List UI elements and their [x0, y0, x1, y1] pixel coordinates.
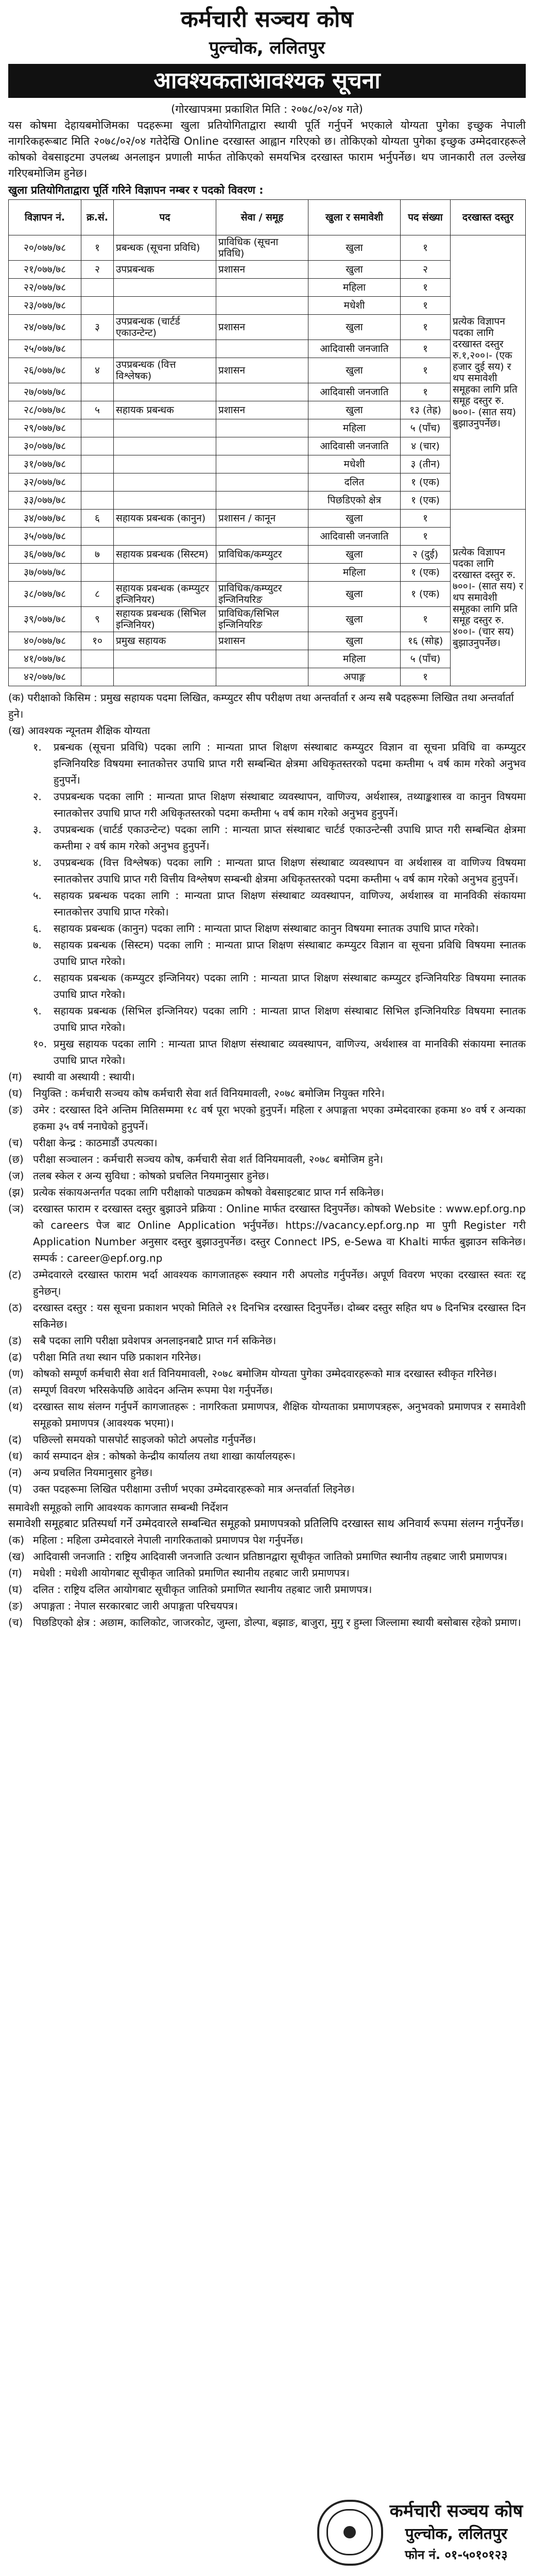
list-item-number: २. — [33, 790, 42, 803]
list-item — [8, 1481, 526, 1497]
list-item — [8, 1349, 526, 1365]
table-row — [9, 437, 526, 455]
list-item-number: (ध) — [8, 1450, 23, 1462]
table-cell — [216, 419, 308, 437]
organization-name: कर्मचारी सञ्चय कोष — [181, 6, 353, 32]
table-cell: १ — [401, 340, 451, 358]
table-cell: २५/०७७/७८ — [9, 340, 81, 358]
vacancy-table-title: खुला प्रतियोगिताद्वारा पूर्ति गरिने विज्ञापन नम्बर र पदको विवरण : — [8, 184, 264, 196]
table-cell — [216, 650, 308, 668]
table-cell — [81, 340, 114, 358]
list-item-text: परीक्षा सञ्चालन : कर्मचारी सञ्चय कोष, कर्मचारी सेवा शर्त विनियमावली, २०७८ बमोजिम हुने। — [33, 1153, 384, 1165]
table-cell: १ (एक) — [401, 492, 451, 510]
list-item-number: (च) — [8, 1616, 23, 1629]
table-cell: २६/०७७/७८ — [9, 358, 81, 383]
notice-banner: आवश्यकताआवश्यक सूचना — [8, 64, 526, 98]
table-cell: १ — [401, 528, 451, 546]
table-row — [9, 297, 526, 315]
table-cell: ४ — [81, 358, 114, 383]
table-cell — [216, 492, 308, 510]
table-cell: २३/०७७/७८ — [9, 297, 81, 315]
footer-phone: फोन नं. ०१-५०१०१२३ — [405, 2548, 508, 2562]
table-cell: आदिवासी जनजाति — [308, 528, 401, 546]
table-cell — [81, 437, 114, 455]
list-item — [8, 1598, 526, 1614]
footer-text-block — [387, 2499, 526, 2565]
table-cell: मधेशी — [308, 455, 401, 473]
table-cell — [114, 564, 216, 582]
table-cell: खुला — [308, 261, 401, 279]
table-cell: मधेशी — [308, 297, 401, 315]
list-item-text: प्रबन्धक (सूचना प्रविधि) पदका लागि : मान्यता प्राप्त शिक्षण संस्थाबाट कम्प्युटर विज्ञान वा सूचना प्रविधि वा कम्प्युटर इन्जिनियरिङ विषयमा स्नातकोत्तर उपाधि प्राप्त गरी सम्बन्धित क्षेत्रमा अधिकृतस्तरको पदमा कम्तीमा ५ वर्ष काम गरेको अनुभव हुनुपर्ने। — [54, 741, 526, 786]
notice-footer — [8, 2495, 526, 2572]
table-cell: सहायक प्रबन्धक — [114, 401, 216, 419]
table-cell: २९/०७७/७८ — [9, 419, 81, 437]
list-item — [8, 854, 526, 887]
table-row — [9, 564, 526, 582]
table-cell — [114, 455, 216, 473]
table-cell: १ — [401, 315, 451, 340]
table-cell: प्राविधिक/कम्प्युटर — [216, 546, 308, 564]
table-row — [9, 582, 526, 607]
fee-cell-a: प्रत्येक विज्ञापन पदका लागि दरखास्त दस्तुर रु.१,२००।- (एक हजार दुई सय) र थप समावेशी समूहका लागि प्रति समूह दस्तुर रु. ७००।- (सात सय) बुझाउनुपर्नेछ। — [451, 235, 526, 510]
table-row — [9, 528, 526, 546]
table-cell: खुला — [308, 315, 401, 340]
list-item-number: (झ) — [8, 1186, 24, 1198]
list-item-number: (च) — [8, 1137, 23, 1149]
list-item-text: परीक्षा केन्द्र : काठमाडौं उपत्यका। — [33, 1137, 158, 1149]
qualification-heading: (ख) आवश्यक न्यूनतम शैक्षिक योग्यता — [8, 724, 150, 737]
table-cell: ५ (पाँच) — [401, 419, 451, 437]
table-cell: अपाङ्ग — [308, 668, 401, 686]
table-cell: २७/०७७/७८ — [9, 383, 81, 401]
table-cell: सहायक प्रबन्धक (कानुन) — [114, 510, 216, 528]
list-item-number: (छ) — [8, 1153, 24, 1165]
list-item-text: सहायक प्रबन्धक (कम्प्युटर इन्जिनियर) पदका लागि : मान्यता प्राप्त शिक्षण संस्थाबाट कम्प्युटर इन्जिनियरिङ विषयमा स्नातक उपाधि प्राप्त गरेको। — [54, 972, 526, 1001]
notice-page — [8, 4, 526, 2572]
list-item — [8, 1565, 526, 1581]
list-item — [8, 1332, 526, 1349]
list-item-number: ३. — [33, 823, 42, 836]
table-cell: प्रशासन — [216, 315, 308, 340]
table-cell: २१/०७७/७८ — [9, 261, 81, 279]
table-cell — [216, 564, 308, 582]
list-item-text: प्रत्येक संकायअन्तर्गत पदका लागि परीक्षाको पाठ्यक्रम कोषको वेबसाइटबाट प्राप्त गर्न सकिनेछ। — [33, 1186, 384, 1198]
list-item-number: (घ) — [8, 1583, 23, 1596]
table-row — [9, 546, 526, 564]
list-item-text: आदिवासी जनजाति : राष्ट्रिय आदिवासी जनजाति उत्थान प्रतिष्ठानद्वारा सूचीकृत जातिको प्रमाणित स्थानीय तहबाट जारी प्रमाणपत्र। — [33, 1550, 507, 1563]
table-cell: खुला — [308, 510, 401, 528]
table-cell: पिछडिएको क्षेत्र — [308, 492, 401, 510]
fee-cell-b: प्रत्येक विज्ञापन पदका लागि दरखास्त दस्तुर रु. ७००।- (सात सय) र थप समावेशी समूहका लागि प्रति समूह दस्तुर रु. ४००।- (चार सय) बुझाउनुपर्नेछ। — [451, 510, 526, 686]
table-cell — [81, 473, 114, 492]
list-item-text: उपप्रबन्धक (वित्त विश्लेषक) पदका लागि : मान्यता प्राप्त शिक्षण संस्थाबाट व्यवस्थापन वा अर्थशास्त्र वा वाणिज्य विषयमा स्नातकोत्तर उपाधि प्राप्त गरी वित्तीय विश्लेषण सम्बन्धी क्षेत्रमा अधिकृतस्तरको पदमा कम्तीमा ५ वर्ष काम गरेको अनुभव हुनुपर्ने। — [54, 856, 526, 885]
table-cell: सहायक प्रबन्धक (कम्प्युटर इन्जिनियर) — [114, 582, 216, 607]
table-cell — [114, 473, 216, 492]
table-cell: ३५/०७७/७८ — [9, 528, 81, 546]
list-item-number: (प) — [8, 1483, 22, 1495]
col-header-sn: क्र.सं. — [81, 200, 114, 235]
table-cell: १ (एक) — [401, 564, 451, 582]
list-item-text: दरखास्त साथ संलग्न गर्नुपर्ने कागजातहरू : नागरिकता प्रमाणपत्र, शैक्षिक योग्यताका प्रमाणपत्रहरू, अनुभवको प्रमाणपत्र र समावेशी समूहको प्रमाणपत्र (आवश्यक भएमा)। — [33, 1400, 526, 1429]
vacancy-table — [8, 199, 526, 686]
table-row — [9, 419, 526, 437]
list-item-text: उपप्रबन्धक पदका लागि : मान्यता प्राप्त शिक्षण संस्थाबाट व्यवस्थापन, वाणिज्य, अर्थशास्त्र, तथ्याङ्कशास्त्र वा कानुन विषयमा स्नातकोत्तर उपाधि प्राप्त गरी अधिकृतस्तरको पदमा कम्तीमा ५ वर्ष काम गरेको अनुभव हुनुपर्ने। — [54, 790, 526, 819]
table-cell: उपप्रबन्धक (चार्टर्ड एकाउन्टेन्ट) — [114, 315, 216, 340]
list-item-text: सहायक प्रबन्धक पदका लागि : मान्यता प्राप्त शिक्षण संस्थाबाट व्यवस्थापन, वाणिज्य, अर्थशास्त्र वा मानविकी संकायमा स्नातकोत्तर उपाधि प्राप्त गरेको। — [54, 889, 526, 918]
table-cell: ३ (तीन) — [401, 455, 451, 473]
table-cell: १ — [401, 297, 451, 315]
table-cell: १ — [401, 607, 451, 632]
table-cell: ३२/०७७/७८ — [9, 473, 81, 492]
list-item — [8, 1299, 526, 1332]
table-cell: प्रशासन — [216, 632, 308, 650]
list-item-text: दरखास्त दस्तुर : यस सूचना प्रकाशन भएको मितिले २१ दिनभित्र दरखास्त दिनुपर्नेछ। दोब्बर दस्तुर सहित थप ७ दिनभित्र दरखास्त दिन सकिनेछ। — [33, 1301, 526, 1330]
table-cell: महिला — [308, 564, 401, 582]
list-item-text: प्रमुख सहायक पदका लागि : मान्यता प्राप्त शिक्षण संस्थाबाट व्यवस्थापन, वाणिज्य, अर्थशास्त्र वा मानविकी संकायमा स्नातक उपाधि प्राप्त गरेको। — [54, 1038, 526, 1066]
list-item-number: (ख) — [8, 1550, 25, 1563]
table-cell — [216, 668, 308, 686]
table-cell: १० — [81, 632, 114, 650]
table-cell — [81, 279, 114, 297]
table-cell — [114, 528, 216, 546]
list-item-text: सहायक प्रबन्धक (कानुन) पदका लागि : मान्यता प्राप्त शिक्षण संस्थाबाट कानुन विषयमा स्नातक उपाधि प्राप्त गरेको। — [54, 922, 479, 935]
list-item — [8, 1382, 526, 1398]
table-cell — [216, 437, 308, 455]
table-row — [9, 455, 526, 473]
table-cell: प्राविधिक/सिभिल इन्जिनियरिङ — [216, 607, 308, 632]
table-cell — [114, 437, 216, 455]
table-cell: ५ (पाँच) — [401, 650, 451, 668]
list-item-text: पछिल्लो समयको पासपोर्ट साइजको फोटो अपलोड गर्नुपर्नेछ। — [33, 1433, 256, 1446]
table-cell — [114, 650, 216, 668]
table-cell: सहायक प्रबन्धक (सिस्टम) — [114, 546, 216, 564]
table-cell: ५ — [81, 401, 114, 419]
inclusion-heading: समावेशी समूहको लागि आवश्यक कागजात सम्बन्धी निर्देशन — [8, 1501, 228, 1514]
list-item — [8, 821, 526, 854]
table-cell: ४१/०७७/७८ — [9, 650, 81, 668]
list-item — [8, 1184, 526, 1200]
list-item — [8, 1431, 526, 1448]
table-cell — [114, 492, 216, 510]
table-cell: ३४/०७७/७८ — [9, 510, 81, 528]
table-cell — [216, 528, 308, 546]
list-item — [8, 788, 526, 821]
col-header-fee: दरखास्त दस्तुर — [451, 200, 526, 235]
list-item — [8, 1036, 526, 1069]
table-cell: १ — [401, 358, 451, 383]
list-item-text: उक्त पदहरूमा लिखित परीक्षामा उत्तीर्ण भएका उम्मेदवारहरूको मात्र अन्तर्वार्ता लिइनेछ। — [33, 1483, 355, 1495]
table-cell: ३ — [81, 315, 114, 340]
table-cell — [81, 455, 114, 473]
list-item-number: (ण) — [8, 1367, 24, 1380]
list-item-text: दरखास्त फाराम र दरखास्त दस्तुर बुझाउने प्रक्रिया : Online मार्फत दरखास्त दिनुपर्नेछ। कोषको Website : www.epf.org.np को careers पेज बाट Online Application भर्नुपर्नेछ। https://vacancy.epf.org.np मा पुगी Register गरी Application Number अनुसार दस्तुर बुझाउनुपर्नेछ। दस्तुर Connect IPS, e-Sewa वा Khalti मार्फत बुझाउन सकिनेछ। सम्पर्क : career@epf.org.np — [33, 1202, 526, 1264]
list-item — [8, 1151, 526, 1167]
table-cell: खुला — [308, 358, 401, 383]
table-cell: ३०/०७७/७८ — [9, 437, 81, 455]
table-cell: ७ — [81, 546, 114, 564]
table-cell: प्राविधिक/कम्प्युटर इन्जिनियरिङ — [216, 582, 308, 607]
table-cell: प्रबन्धक (सूचना प्रविधि) — [114, 235, 216, 261]
table-cell: प्रशासन / कानून — [216, 510, 308, 528]
list-item-number: (थ) — [8, 1400, 23, 1413]
table-cell: १ — [401, 235, 451, 261]
inclusion-list — [8, 1532, 526, 1631]
table-cell: उपप्रबन्धक (वित्त विश्लेषक) — [114, 358, 216, 383]
table-cell — [81, 297, 114, 315]
col-header-group: खुला र समावेशी — [308, 200, 401, 235]
list-item — [8, 1101, 526, 1134]
list-item-number: (ङ) — [8, 1600, 23, 1612]
table-row — [9, 607, 526, 632]
table-cell: खुला — [308, 607, 401, 632]
table-cell: १ (एक) — [401, 473, 451, 492]
table-cell: १३ (तेह्र) — [401, 401, 451, 419]
table-cell: ३३/०७७/७८ — [9, 492, 81, 510]
table-cell — [81, 650, 114, 668]
table-cell — [81, 668, 114, 686]
list-item — [8, 1134, 526, 1151]
table-row — [9, 510, 526, 528]
table-cell: प्रशासन — [216, 261, 308, 279]
table-cell: १ (एक) — [401, 582, 451, 607]
table-cell — [114, 297, 216, 315]
table-cell: आदिवासी जनजाति — [308, 383, 401, 401]
table-cell: दलित — [308, 473, 401, 492]
table-row — [9, 632, 526, 650]
list-item — [8, 1003, 526, 1036]
list-item-number: (न) — [8, 1466, 22, 1479]
list-item — [8, 1532, 526, 1548]
publication-date: (गोरखापत्रमा प्रकाशित मिति : २०७८/०२/०४ गते) — [171, 103, 363, 115]
list-item-number: (क) — [8, 1534, 24, 1546]
table-cell — [81, 528, 114, 546]
table-cell: ३६/०७७/७८ — [9, 546, 81, 564]
list-item-number: (ज) — [8, 1170, 24, 1182]
list-item-number: (द) — [8, 1433, 22, 1446]
list-item-text: कोषको सम्पूर्ण कर्मचारी सेवा शर्त विनियमावली, २०७८ बमोजिम योग्यता पुगेका उम्मेदवारहरूको मात्र दरखास्त स्वीकृत गरिनेछ। — [33, 1367, 497, 1380]
list-item-number: (ट) — [8, 1268, 22, 1281]
list-item — [8, 1448, 526, 1464]
table-cell: २ — [81, 261, 114, 279]
table-cell — [114, 383, 216, 401]
list-item-text: अपाङ्गता : नेपाल सरकारबाट जारी अपाङ्गता परिचयपत्र। — [33, 1600, 238, 1612]
table-cell — [216, 473, 308, 492]
table-cell — [216, 383, 308, 401]
list-item-text: महिला : महिला उम्मेदवारले नेपाली नागरिकताको प्रमाणपत्र पेश गर्नुपर्नेछ। — [33, 1534, 303, 1546]
table-cell: आदिवासी जनजाति — [308, 340, 401, 358]
table-cell: २२/०७७/७८ — [9, 279, 81, 297]
list-item-number: १. — [33, 741, 42, 753]
table-cell: महिला — [308, 419, 401, 437]
list-item-number: ५. — [33, 889, 42, 902]
list-item-text: सहायक प्रबन्धक (सिस्टम) पदका लागि : मान्यता प्राप्त शिक्षण संस्थाबाट कम्प्युटर विज्ञान वा सूचना प्रविधि विषयमा स्नातक उपाधि प्राप्त गरेको। — [54, 939, 526, 968]
table-cell: ८ — [81, 582, 114, 607]
table-cell — [114, 419, 216, 437]
table-cell — [216, 279, 308, 297]
organization-address: पुल्चोक, ललितपुर — [209, 38, 325, 58]
list-item — [8, 1398, 526, 1431]
list-item — [8, 1200, 526, 1266]
intro-paragraph: यस कोषमा देहायबमोजिमका पदहरूमा खुला प्रतियोगिताद्वारा स्थायी पूर्ति गर्नुपर्ने भएकाले योग्यता पुगेका इच्छुक नेपाली नागरिकहरूबाट मिति २०७८/०२/०४ गतेदेखि Online दरखास्त आह्वान गरिएको छ। तोकिएको योग्यता पुगेका इच्छुक उम्मेदवारहरूले कोषको वेबसाइटमा उपलब्ध अनलाइन प्रणाली मार्फत तोकिएको समयभित्र दरखास्त फाराम भर्नुपर्नेछ। थप जानकारी तल उल्लेख गरिएबमोजिम हुनेछ। — [8, 119, 526, 179]
list-item-text: उमेर : दरखास्त दिने अन्तिम मितिसम्ममा १८ वर्ष पूरा भएको हुनुपर्ने। महिला र अपाङ्गता भएका उम्मेदवारका हकमा ४० वर्ष र अन्यका हकमा ३५ वर्ष ननाघेको हुनुपर्ने। — [33, 1104, 526, 1132]
table-row — [9, 668, 526, 686]
table-cell — [81, 383, 114, 401]
qualification-list — [8, 739, 526, 1069]
table-cell: प्रमुख सहायक — [114, 632, 216, 650]
table-cell — [216, 297, 308, 315]
list-item — [8, 1266, 526, 1299]
list-item-number: ९. — [33, 1005, 42, 1017]
table-cell: २ (दुई) — [401, 546, 451, 564]
list-item-number: ८. — [33, 972, 42, 984]
table-cell: प्राविधिक (सूचना प्रविधि) — [216, 235, 308, 261]
table-cell: ४२/०७७/७८ — [9, 668, 81, 686]
table-cell: १ — [401, 279, 451, 297]
table-cell: २८/०७७/७८ — [9, 401, 81, 419]
table-cell: ३८/०७७/७८ — [9, 582, 81, 607]
list-item — [8, 739, 526, 788]
table-row — [9, 401, 526, 419]
list-item-text: मधेशी : मधेशी आयोगबाट सूचीकृत जातिको प्रमाणित स्थानीय तहबाट जारी प्रमाणपत्र। — [33, 1567, 350, 1579]
list-item-text: नियुक्ति : कर्मचारी सञ्चय कोष कर्मचारी सेवा शर्त विनियमावली, २०७८ बमोजिम नियुक्त गरिने। — [33, 1087, 385, 1099]
list-item-text: पिछडिएको क्षेत्र : अछाम, कालिकोट, जाजरकोट, जुम्ला, डोल्पा, बझाङ, बाजुरा, मुगु र हुम्ला जिल्लामा स्थायी बसोबास रहेको प्रमाण। — [33, 1616, 521, 1629]
table-cell: खुला — [308, 632, 401, 650]
list-item — [8, 920, 526, 937]
list-item-text: तलब स्केल र अन्य सुविधा : कोषको प्रचलित नियमानुसार हुनेछ। — [33, 1170, 269, 1182]
table-row — [9, 315, 526, 340]
list-item-number: (ड) — [8, 1334, 22, 1347]
list-item-text: उम्मेदवारले दरखास्त फाराम भर्दा आवश्यक कागजातहरू स्क्यान गरी अपलोड गर्नुपर्नेछ। अपूर्ण विवरण भएका दरखास्त स्वतः रद्द हुनेछन्। — [33, 1268, 526, 1297]
list-item-number: १०. — [33, 1038, 47, 1050]
table-cell — [114, 340, 216, 358]
list-item — [8, 1365, 526, 1382]
list-item — [8, 1464, 526, 1481]
list-item-number: (ग) — [8, 1567, 22, 1579]
list-item-number: (ङ) — [8, 1104, 23, 1116]
table-cell: उपप्रबन्धक — [114, 261, 216, 279]
inclusion-intro: समावेशी समूहबाट प्रतिस्पर्धा गर्ने उम्मेदवारले सम्बन्धित समूहको प्रमाणपत्रको प्रतिलिपि दरखास्त साथ अनिवार्य रूपमा संलग्न गर्नुपर्नेछ। — [8, 1517, 524, 1530]
list-item-number: (घ) — [8, 1087, 23, 1099]
table-cell: १ — [81, 235, 114, 261]
col-header-post: पद — [114, 200, 216, 235]
table-cell: खुला — [308, 582, 401, 607]
table-cell: २०/०७७/७८ — [9, 235, 81, 261]
table-row — [9, 235, 526, 261]
list-item-number: (त) — [8, 1384, 23, 1396]
table-cell: ३९/०७७/७८ — [9, 607, 81, 632]
table-cell: खुला — [308, 235, 401, 261]
list-item-number: (ठ) — [8, 1301, 23, 1314]
table-cell: प्रशासन — [216, 401, 308, 419]
list-item — [8, 887, 526, 920]
table-row — [9, 492, 526, 510]
list-item — [8, 1069, 526, 1085]
col-header-service: सेवा / समूह — [216, 200, 308, 235]
table-cell — [114, 668, 216, 686]
table-cell: २ — [401, 261, 451, 279]
table-cell: खुला — [308, 546, 401, 564]
table-cell: ३७/०७७/७८ — [9, 564, 81, 582]
table-row — [9, 650, 526, 668]
table-cell: १ — [401, 510, 451, 528]
table-cell — [81, 564, 114, 582]
list-item-text: उपप्रबन्धक (चार्टर्ड एकाउन्टेन्ट) पदका लागि : मान्यता प्राप्त संस्थाबाट चार्टर्ड एकाउन्टेन्सी उपाधि प्राप्त गरी सम्बन्धित क्षेत्रमा कम्तीमा २ वर्ष काम गरेको अनुभव हुनुपर्ने। — [54, 823, 526, 852]
list-item-number: (ढ) — [8, 1351, 22, 1363]
list-item-number: ६. — [33, 922, 42, 935]
table-row — [9, 358, 526, 383]
table-cell: ६ — [81, 510, 114, 528]
table-cell — [81, 492, 114, 510]
list-item — [8, 1581, 526, 1598]
table-row — [9, 340, 526, 358]
footer-address: पुल्चोक, ललितपुर — [405, 2525, 508, 2543]
table-cell: ३१/०७७/७८ — [9, 455, 81, 473]
table-row — [9, 261, 526, 279]
table-cell: महिला — [308, 279, 401, 297]
organization-seal-icon — [317, 2500, 383, 2566]
list-item-number: (ग) — [8, 1071, 22, 1083]
table-cell: महिला — [308, 650, 401, 668]
list-item-text: सबै पदका लागि परीक्षा प्रवेशपत्र अनलाइनबाटै प्राप्त गर्न सकिनेछ। — [33, 1334, 277, 1347]
list-item — [8, 1614, 526, 1631]
table-cell: १ — [401, 383, 451, 401]
notice-header — [8, 4, 526, 61]
footer-organization-name: कर्मचारी सञ्चय कोष — [389, 2501, 523, 2521]
table-cell: खुला — [308, 401, 401, 419]
table-cell: २४/०७७/७८ — [9, 315, 81, 340]
list-item-text: स्थायी वा अस्थायी : स्थायी। — [33, 1071, 135, 1083]
table-cell: ४०/०७७/७८ — [9, 632, 81, 650]
list-item — [8, 970, 526, 1003]
list-item-text: परीक्षा मिति तथा स्थान पछि प्रकाशन गरिनेछ। — [33, 1351, 201, 1363]
list-item-text: सम्पूर्ण विवरण भरिसकेपछि आवेदन अन्तिम रूपमा पेश गर्नुपर्नेछ। — [33, 1384, 273, 1396]
table-cell: १६ (सोह्र) — [401, 632, 451, 650]
table-cell: ९ — [81, 607, 114, 632]
list-item-text: दलित : राष्ट्रिय दलित आयोगबाट सूचीकृत जातिको प्रमाणित स्थानीय तहबाट जारी प्रमाणपत्र। — [33, 1583, 372, 1596]
list-item-text: अन्य प्रचलित नियमानुसार हुनेछ। — [33, 1466, 153, 1479]
exam-type-note: (क) परीक्षाको किसिम : प्रमुख सहायक पदमा लिखित, कम्प्युटर सीप परीक्षण तथा अन्तर्वार्ता र अन्य सबै पदहरूमा लिखित तथा अन्तर्वार्ता हुने। — [8, 691, 514, 720]
col-header-count: पद संख्या — [401, 200, 451, 235]
list-item-text: कार्य सम्पादन क्षेत्र : कोषको केन्द्रीय कार्यालय तथा शाखा कार्यालयहरू। — [33, 1450, 296, 1462]
table-cell: १ — [401, 668, 451, 686]
list-item-text: सहायक प्रबन्धक (सिभिल इन्जिनियर) पदका लागि : मान्यता प्राप्त शिक्षण संस्थाबाट सिभिल इन्जिनियरिङ विषयमा स्नातक उपाधि प्राप्त गरेको। — [54, 1005, 526, 1033]
list-item-number: ७. — [33, 939, 42, 951]
list-item-number: ४. — [33, 856, 42, 869]
list-item-number: (ञ) — [8, 1202, 24, 1215]
table-row — [9, 473, 526, 492]
misc-conditions-list — [8, 1069, 526, 1497]
list-item — [8, 1085, 526, 1101]
vacancy-table-body — [9, 235, 526, 686]
table-cell: प्रशासन — [216, 358, 308, 383]
col-header-ad-no: विज्ञापन नं. — [9, 200, 81, 235]
table-cell — [81, 419, 114, 437]
table-row — [9, 383, 526, 401]
list-item — [8, 1167, 526, 1184]
table-row — [9, 279, 526, 297]
list-item — [8, 937, 526, 970]
table-cell — [216, 455, 308, 473]
table-cell — [114, 279, 216, 297]
table-cell — [216, 340, 308, 358]
table-cell: आदिवासी जनजाति — [308, 437, 401, 455]
list-item — [8, 1548, 526, 1565]
table-cell: ४ (चार) — [401, 437, 451, 455]
table-cell: सहायक प्रबन्धक (सिभिल इन्जिनियर) — [114, 607, 216, 632]
